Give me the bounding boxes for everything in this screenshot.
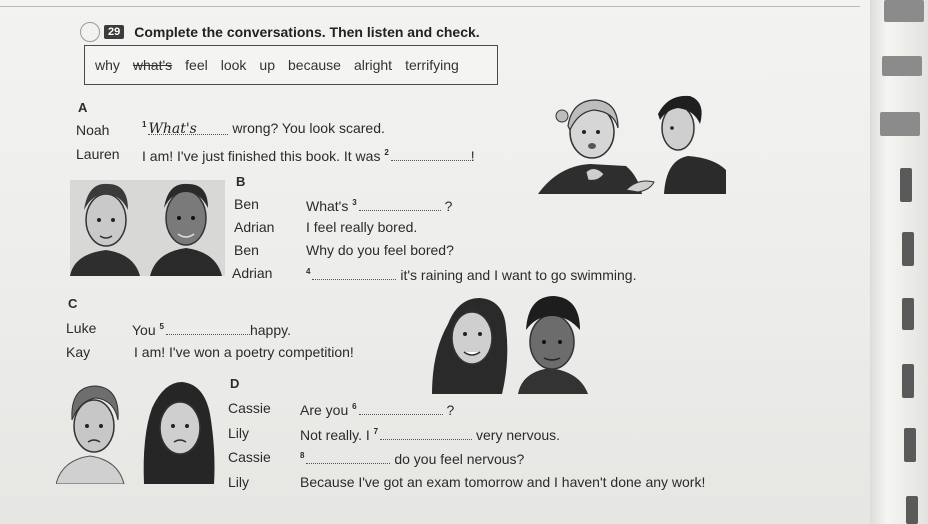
gap-number: 3 xyxy=(352,198,357,208)
filled-answer: What's xyxy=(148,121,197,137)
answer-blank[interactable] xyxy=(359,400,443,415)
speaker-name: Lily xyxy=(228,474,250,490)
dialogue-line xyxy=(142,146,475,164)
edge-tab xyxy=(902,232,914,266)
word-box-item-used: what's xyxy=(132,57,173,73)
answer-blank[interactable] xyxy=(306,449,390,464)
illustration-cassie-and-lily xyxy=(56,380,218,484)
section-label-b: B xyxy=(236,174,246,189)
exercise-header xyxy=(86,22,480,42)
answer-blank[interactable] xyxy=(391,146,471,161)
speaker-name: Lily xyxy=(228,425,250,441)
word-box-item: look xyxy=(220,57,247,73)
dialogue-line xyxy=(300,449,524,467)
dialogue-text: I am! I've won a poetry competition! xyxy=(134,344,354,360)
answer-blank[interactable] xyxy=(380,425,472,440)
speaker-name: Luke xyxy=(66,320,97,336)
dialogue-line xyxy=(306,196,452,214)
answer-blank[interactable] xyxy=(359,196,441,211)
dialogue-text: ? xyxy=(446,402,455,418)
dialogue-text: do you feel nervous? xyxy=(394,451,525,467)
dialogue-text: You xyxy=(132,322,156,338)
speaker-name: Adrian xyxy=(232,265,273,281)
illustration-girl-and-boy xyxy=(538,94,728,194)
word-box xyxy=(84,45,498,85)
dialogue-line xyxy=(142,120,385,136)
speaker-name: Lauren xyxy=(76,146,120,162)
dialogue-line xyxy=(300,400,454,418)
dialogue-text: it's raining and I want to go swimming. xyxy=(400,267,637,283)
section-label-c: C xyxy=(68,296,78,311)
dialogue-text: very nervous. xyxy=(476,427,561,443)
edge-tab xyxy=(906,496,918,524)
word-box-item: terrifying xyxy=(405,57,459,73)
answer-blank[interactable] xyxy=(166,320,250,335)
speaker-name: Kay xyxy=(66,344,91,360)
dialogue-text: ? xyxy=(444,198,453,214)
speaker-name: Ben xyxy=(234,242,259,258)
dialogue-text: ! xyxy=(470,148,475,164)
gap-number: 6 xyxy=(352,402,357,412)
gap-number: 4 xyxy=(306,267,311,277)
page-edge xyxy=(870,0,928,524)
answer-blank[interactable] xyxy=(312,265,396,280)
gap-number: 2 xyxy=(384,148,389,158)
speaker-name: Noah xyxy=(76,122,110,138)
exercise-instruction: Complete the conversations. Then listen and check. xyxy=(134,24,480,40)
edge-tab xyxy=(882,56,922,76)
word-box-item: because xyxy=(288,57,341,73)
dialogue-text: Are you xyxy=(300,402,349,418)
exercise-number: 29 xyxy=(104,25,124,39)
section-label-d: D xyxy=(230,376,240,391)
gap-number: 5 xyxy=(159,322,164,332)
speaker-name: Ben xyxy=(234,196,259,212)
word-box-item: why xyxy=(95,57,120,73)
word-box-item: up xyxy=(259,57,275,73)
gap-number: 8 xyxy=(300,451,305,461)
edge-tab xyxy=(902,364,914,398)
gap-number: 1 xyxy=(142,120,147,130)
illustration-ben-and-adrian xyxy=(70,180,225,276)
word-box-item: alright xyxy=(353,57,393,73)
speaker-name: Cassie xyxy=(228,449,271,465)
section-label-a: A xyxy=(78,100,88,115)
dialogue-line xyxy=(132,320,291,338)
dialogue-text: I am! I've just finished this book. It was xyxy=(142,148,381,164)
dialogue-line xyxy=(306,265,636,283)
dialogue-text: Why do you feel bored? xyxy=(306,242,454,258)
answer-blank[interactable] xyxy=(148,120,228,135)
illustration-luke-and-kay xyxy=(428,294,592,394)
edge-tab xyxy=(900,168,912,202)
word-box-item: feel xyxy=(185,57,208,73)
edge-tab xyxy=(902,298,914,330)
dialogue-text: What's xyxy=(306,198,349,214)
edge-tab xyxy=(904,428,916,462)
edge-tab xyxy=(884,0,924,22)
dialogue-text: Not really. I xyxy=(300,427,370,443)
top-rule xyxy=(0,6,860,7)
dialogue-text: Because I've got an exam tomorrow and I haven't done any work! xyxy=(300,474,706,490)
dialogue-text: happy. xyxy=(249,322,291,338)
speaker-name: Adrian xyxy=(234,219,275,235)
gap-number: 7 xyxy=(373,427,379,437)
dialogue-text: I feel really bored. xyxy=(306,219,418,235)
edge-tab xyxy=(880,112,920,136)
speaker-name: Cassie xyxy=(228,400,271,416)
dialogue-line xyxy=(300,425,560,443)
dialogue-text: wrong? You look scared. xyxy=(232,120,385,136)
